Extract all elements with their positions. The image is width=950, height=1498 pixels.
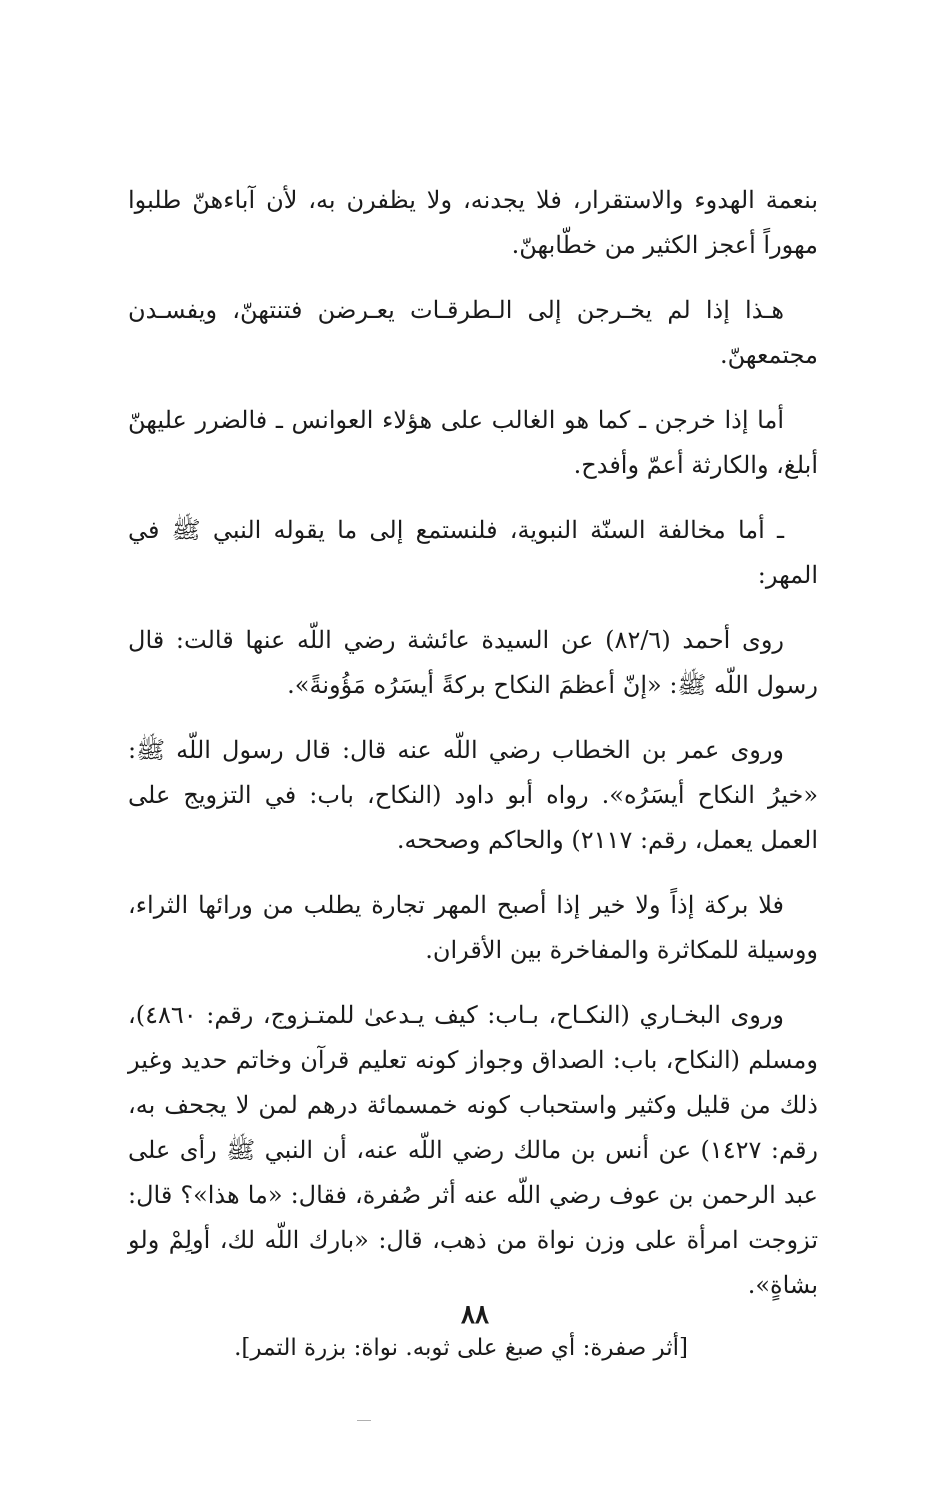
paragraph-5: روى أحمد (٨٢/٦) عن السيدة عائشة رضي اللّه عنها قالت: قال رسول اللّه ﷺ: «إنّ أعظمَ النكاح بركةً أيسَرُه مَؤُونةً». xyxy=(128,626,818,699)
paragraph-4: ـ أما مخالفة السنّة النبوية، فلنستمع إلى ما يقوله النبي ﷺ في المهر: xyxy=(128,516,818,589)
footer-divider xyxy=(357,1420,371,1421)
paragraph-8: وروى البخـاري (النكـاح، بـاب: كيف يـدعىٰ للمتـزوج، رقم: ٤٨٦٠)، ومسلم (النكاح، باب: الصداق وجواز كونه تعليم قرآن وخاتم حديد وغير ذلك من قليل وكثير واستحباب كونه خمسمائة درهم لمن لا يجحف به، رقم: ١٤٢٧) عن أنس بن مالك رضي اللّه عنه، أن النبي ﷺ رأى على عبد الرحمن بن عوف رضي اللّه عنه أثر صُفرة، فقال: «ما هذا»؟ قال: تزوجت امرأة على وزن نواة من ذهب، قال: «بارك اللّه لك، أولِمْ ولو بشاةٍ». xyxy=(128,1001,819,1299)
paragraph-3: أما إذا خرجن ـ كما هو الغالب على هؤلاء العوانس ـ فالضرر عليهنّ أبلغ، والكارثة أعمّ وأفدح. xyxy=(128,406,818,479)
page-body xyxy=(128,178,818,1368)
paragraph-6: وروى عمر بن الخطاب رضي اللّه عنه قال: قال رسول اللّه ﷺ: «خيرُ النكاح أيسَرُه». رواه أبو داود (النكاح، باب: في التزويج على العمل يعمل، رقم: ٢١١٧) والحاكم وصححه. xyxy=(128,736,818,854)
paragraph-1: بنعمة الهدوء والاستقرار، فلا يجدنه، ولا يظفرن به، لأن آباءهنّ طلبوا مهوراً أعجز الكثير من خطّابهنّ. xyxy=(128,186,818,259)
page-number: ٨٨ xyxy=(461,1300,489,1330)
glossary-note: [أثر صفرة: أي صبغ على ثوبه. نواة: بزرة التمر]. xyxy=(234,1335,688,1361)
paragraph-2: هـذا إذا لم يخـرجن إلى الـطرقـات يعـرضن فتنتهنّ، ويفسـدن مجتمعهنّ. xyxy=(128,296,818,369)
paragraph-7: فلا بركة إذاً ولا خير إذا أصبح المهر تجارة يطلب من ورائها الثراء، ووسيلة للمكاثرة والمفاخرة بين الأقران. xyxy=(128,891,818,964)
